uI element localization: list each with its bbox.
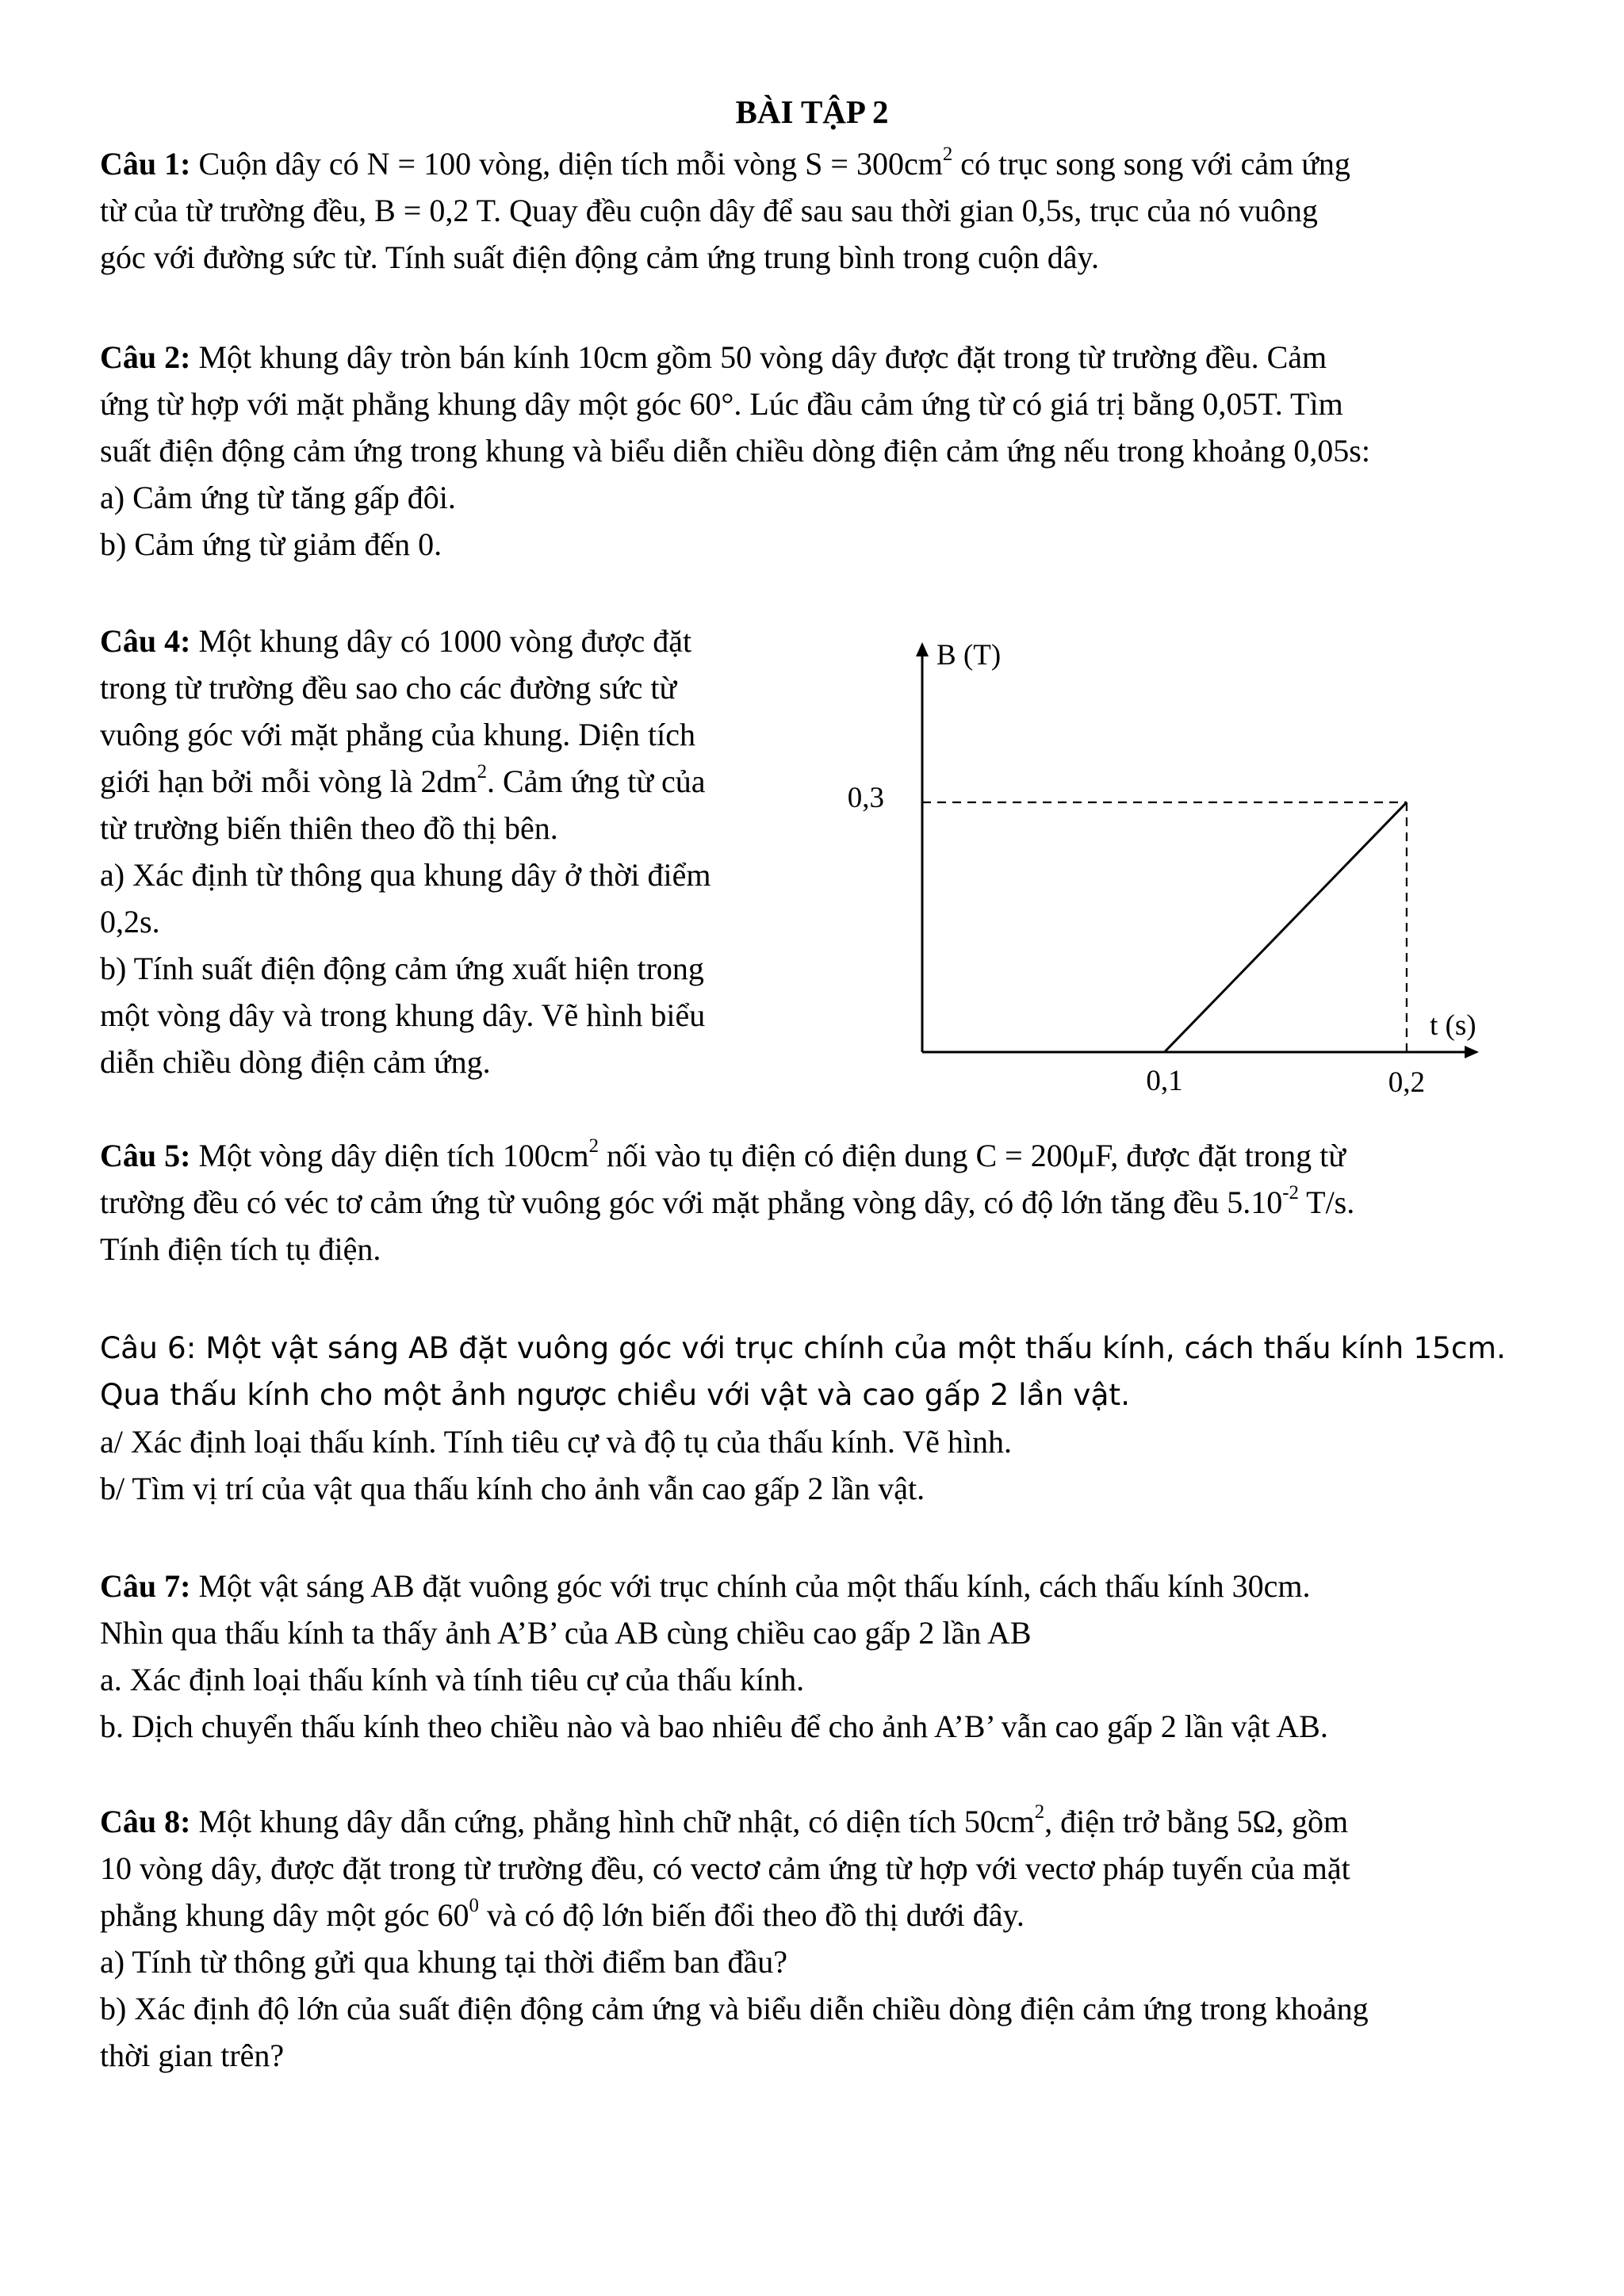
x-axis-label: t (s) xyxy=(1430,1009,1477,1042)
question-7-part-b: b. Dịch chuyển thấu kính theo chiều nào và bao nhiêu để cho ảnh A’B’ vẫn cao gấp 2 lần vật AB. xyxy=(100,1709,1328,1744)
b-t-graph xyxy=(841,622,1554,1106)
question-8-line-2: 10 vòng dây, được đặt trong từ trường đều, có vectơ cảm ứng từ hợp với vectơ pháp tuyến của mặt xyxy=(100,1850,1350,1886)
question-2 xyxy=(100,334,1551,568)
question-1-line-2: từ của từ trường đều, B = 0,2 T. Quay đều cuộn dây để sau sau thời gian 0,5s, trục của nó vuông xyxy=(100,193,1318,228)
question-4-part-b-1: b) Tính suất điện động cảm ứng xuất hiện trong xyxy=(100,951,704,986)
question-4-label: Câu 4: xyxy=(100,623,191,659)
question-8-part-b-2: thời gian trên? xyxy=(100,2038,285,2073)
question-1 xyxy=(100,140,1551,281)
question-7-label: Câu 7: xyxy=(100,1568,191,1604)
question-4-part-a-2: 0,2s. xyxy=(100,904,160,939)
question-5 xyxy=(100,1132,1551,1272)
question-4-part-a-1: a) Xác định từ thông qua khung dây ở thời điểm xyxy=(100,857,711,893)
question-7-part-a: a. Xác định loại thấu kính và tính tiêu cự của thấu kính. xyxy=(100,1662,805,1697)
question-8-part-b-1: b) Xác định độ lớn của suất điện động cảm ứng và biểu diễn chiều dòng điện cảm ứng trong khoảng xyxy=(100,1991,1369,2026)
question-5-line-3: Tính điện tích tụ điện. xyxy=(100,1231,381,1267)
x-tick-label: 0,1 xyxy=(1146,1065,1183,1097)
question-7 xyxy=(100,1563,1551,1750)
question-2-label: Câu 2: xyxy=(100,339,191,375)
y-axis-label: B (T) xyxy=(936,639,1002,672)
question-2-line-1: Câu 2: Một khung dây tròn bán kính 10cm gồm 50 vòng dây được đặt trong từ trường đều. Cảm xyxy=(100,339,1327,375)
question-4-line-5: từ trường biến thiên theo đồ thị bên. xyxy=(100,810,558,846)
question-4-line-4: giới hạn bởi mỗi vòng là $2dm^2$. Cảm ứng từ của xyxy=(100,761,706,799)
question-8-part-a: a) Tính từ thông gửi qua khung tại thời điểm ban đầu? xyxy=(100,1944,787,1980)
question-8 xyxy=(100,1798,1551,2079)
question-6-line-1: Câu 6: Một vật sáng AB đặt vuông góc với trục chính của một thấu kính, cách thấu kính 15cm. xyxy=(100,1330,1506,1365)
question-5-label: Câu 5: xyxy=(100,1138,191,1173)
question-1-line-3: góc với đường sức từ. Tính suất điện động cảm ứng trung bình trong cuộn dây. xyxy=(100,239,1099,275)
question-4-part-b-2: một vòng dây và trong khung dây. Vẽ hình biểu xyxy=(100,997,706,1033)
question-8-line-3: phẳng khung dây một góc $60^0$ và có độ lớn biến đổi theo đồ thị dưới đây. xyxy=(100,1895,1025,1933)
question-4 xyxy=(100,618,837,1085)
question-6-line-2: Qua thấu kính cho một ảnh ngược chiều với vật và cao gấp 2 lần vật. xyxy=(100,1377,1131,1412)
question-8-label: Câu 8: xyxy=(100,1804,191,1839)
series-line xyxy=(1164,802,1406,1052)
question-4-part-b-3: diễn chiều dòng điện cảm ứng. xyxy=(100,1044,491,1080)
question-6 xyxy=(100,1325,1551,1512)
question-5-line-1: Câu 5: Một vòng dây diện tích $100cm^2$ nối vào tụ điện có điện dung C = 200μF, được đặt trong từ xyxy=(100,1135,1346,1173)
question-4-line-3: vuông góc với mặt phẳng của khung. Diện tích xyxy=(100,717,695,752)
x-axis-arrow xyxy=(1465,1046,1479,1058)
question-2-line-2: ứng từ hợp với mặt phẳng khung dây một góc 60°. Lúc đầu cảm ứng từ có giá trị bằng 0,05T. Tìm xyxy=(100,386,1343,422)
question-8-line-1: Câu 8: Một khung dây dẫn cứng, phẳng hình chữ nhật, có diện tích $50cm^2$, điện trở bằng 5Ω, gồm xyxy=(100,1801,1349,1839)
b-t-graph-svg xyxy=(841,622,1554,1106)
question-4-line-1: Câu 4: Một khung dây có 1000 vòng được đặt xyxy=(100,623,692,659)
question-2-part-b: b) Cảm ứng từ giảm đến 0. xyxy=(100,526,442,562)
y-axis-arrow xyxy=(916,642,929,656)
question-6-part-a: a/ Xác định loại thấu kính. Tính tiêu cự và độ tụ của thấu kính. Vẽ hình. xyxy=(100,1424,1012,1460)
question-1-label: Câu 1: xyxy=(100,146,191,182)
question-7-line-1: Câu 7: Một vật sáng AB đặt vuông góc với trục chính của một thấu kính, cách thấu kính 30cm. xyxy=(100,1568,1311,1604)
question-2-part-a: a) Cảm ứng từ tăng gấp đôi. xyxy=(100,480,456,515)
question-6-part-b: b/ Tìm vị trí của vật qua thấu kính cho ảnh vẫn cao gấp 2 lần vật. xyxy=(100,1471,925,1506)
page-title: BÀI TẬP 2 xyxy=(735,94,889,130)
question-7-line-2: Nhìn qua thấu kính ta thấy ảnh A’B’ của AB cùng chiều cao gấp 2 lần AB xyxy=(100,1615,1032,1651)
question-4-line-2: trong từ trường đều sao cho các đường sức từ xyxy=(100,670,677,706)
question-5-line-2: trường đều có véc tơ cảm ứng từ vuông góc với mặt phẳng vòng dây, có độ lớn tăng đều $5.10^{-2}$ T/s. xyxy=(100,1182,1355,1220)
question-2-line-3: suất điện động cảm ứng trong khung và biểu diễn chiều dòng điện cảm ứng nếu trong khoảng 0,05s: xyxy=(100,433,1370,469)
question-1-line-1: Câu 1: Cuộn dây có N = 100 vòng, diện tích mỗi vòng $S = 300cm^2$ có trục song song với cảm ứng xyxy=(100,144,1350,182)
y-tick-label: 0,3 xyxy=(847,782,884,814)
x-tick-label: 0,2 xyxy=(1388,1066,1426,1099)
